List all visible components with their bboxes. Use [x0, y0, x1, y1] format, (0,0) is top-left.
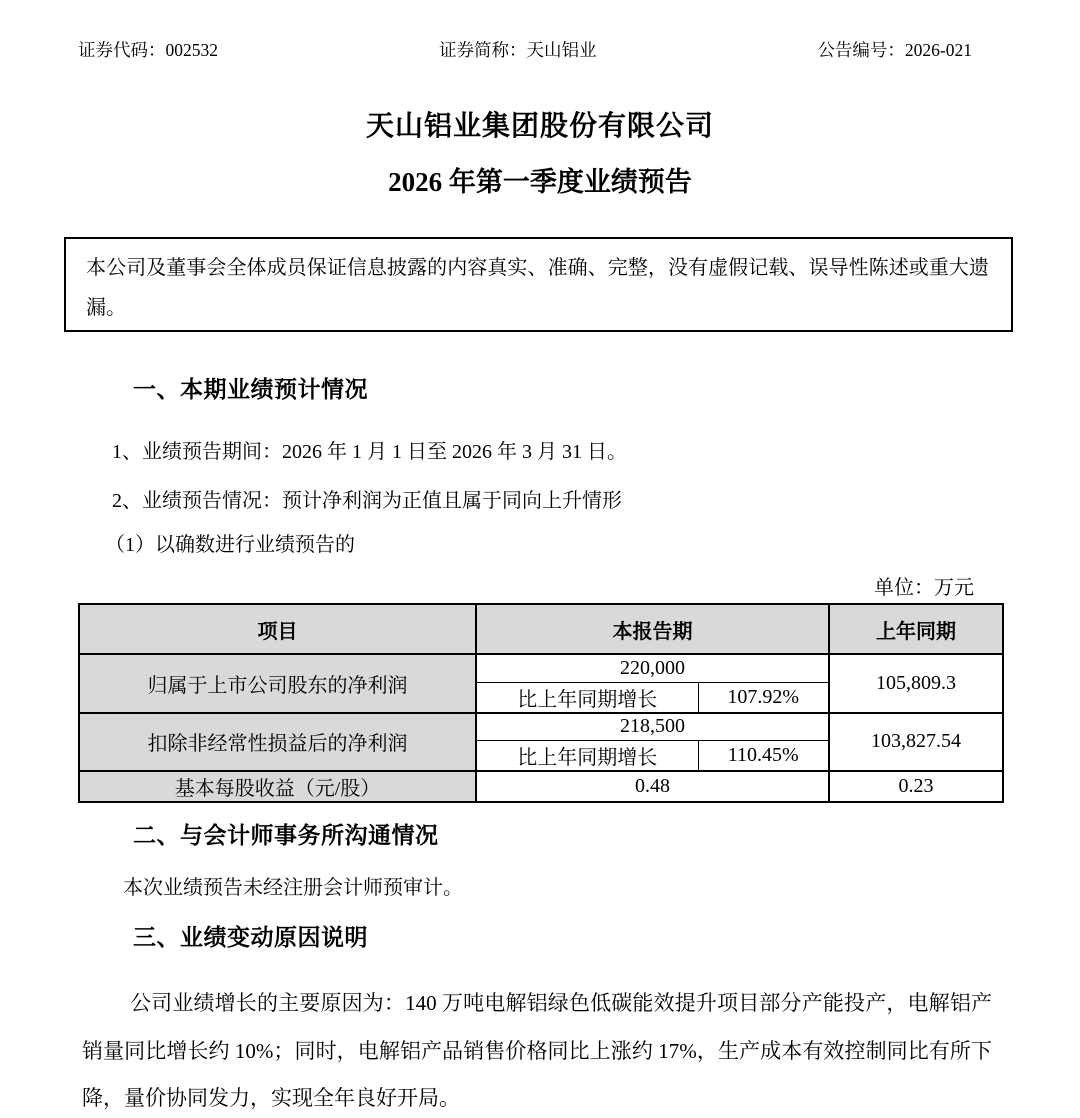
disclaimer-box — [64, 237, 1013, 332]
table-unit-note: 单位：万元 — [874, 577, 974, 599]
table-row-eps — [79, 771, 1003, 802]
disclaimer-text: 本公司及董事会全体成员保证信息披露的内容真实、准确、完整，没有虚假记载、误导性陈述或重大遗漏。 — [86, 257, 989, 319]
report-title: 2026 年第一季度业绩预告 — [388, 167, 692, 197]
header-cell-item: 项目 — [79, 604, 476, 654]
table-header-row — [79, 604, 1003, 654]
cell-eps-label: 基本每股收益（元/股） — [79, 771, 476, 802]
cell-net-profit-current: 220,000 — [476, 654, 829, 682]
document-meta-row — [78, 38, 972, 62]
cell-deducted-profit-current: 218,500 — [476, 713, 829, 741]
company-title: 天山铝业集团股份有限公司 — [365, 111, 714, 142]
header-cell-prior-period: 上年同期 — [829, 604, 1003, 654]
cell-deducted-profit-growth-value: 110.45% — [698, 741, 829, 772]
forecast-table — [78, 603, 1004, 803]
section2-body: 本次业绩预告未经注册会计师预审计。 — [123, 877, 463, 899]
cell-net-profit-growth-value: 107.92% — [698, 682, 829, 713]
cell-net-profit-prior: 105,809.3 — [829, 654, 1003, 713]
cell-eps-prior: 0.23 — [829, 771, 1003, 802]
section1-heading: 一、本期业绩预计情况 — [133, 377, 368, 402]
section3-body: 公司业绩增长的主要原因为：140 万吨电解铝绿色低碳能效提升项目部分产能投产，电解铝产销量同比增长约 10%；同时，电解铝产品销售价格同比上涨约 17%，生产成本有效控制同比有所下降，量价协同发力，实现全年良好开局。 — [82, 991, 992, 1110]
table-row-deducted-profit-value — [79, 713, 1003, 741]
section3-heading: 三、业绩变动原因说明 — [133, 925, 368, 950]
stock-code: 证券代码：002532 — [78, 40, 218, 60]
cell-eps-current: 0.48 — [476, 771, 829, 802]
table-row-net-profit-value — [79, 654, 1003, 682]
cell-net-profit-growth-label: 比上年同期增长 — [476, 682, 698, 713]
cell-deducted-profit-label: 扣除非经常性损益后的净利润 — [79, 713, 476, 772]
announcement-number: 公告编号：2026-021 — [817, 40, 972, 60]
section1-item3: （1）以确数进行业绩预告的 — [105, 534, 355, 556]
stock-name: 证券简称：天山铝业 — [438, 40, 597, 60]
section2-heading: 二、与会计师事务所沟通情况 — [133, 823, 439, 848]
cell-deducted-profit-prior: 103,827.54 — [829, 713, 1003, 772]
header-cell-current-period: 本报告期 — [476, 604, 829, 654]
cell-net-profit-label: 归属于上市公司股东的净利润 — [79, 654, 476, 713]
section1-item2: 2、业绩预告情况：预计净利润为正值且属于同向上升情形 — [112, 490, 622, 512]
forecast-table-wrapper — [78, 603, 1004, 803]
section1-item1: 1、业绩预告期间：2026 年 1 月 1 日至 2026 年 3 月 31 日。 — [112, 441, 627, 463]
cell-deducted-profit-growth-label: 比上年同期增长 — [476, 741, 698, 772]
